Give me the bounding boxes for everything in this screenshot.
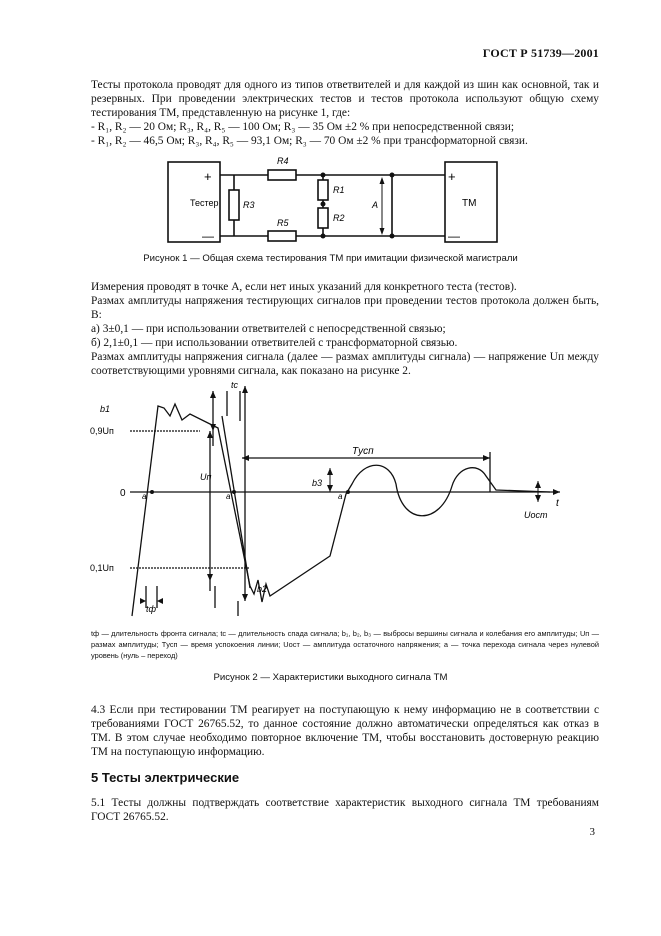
list-item-b: б) 2,1±0,1 — при использовании ответвителей с трансформаторной связью. xyxy=(91,337,458,349)
figure-2-legend: tф — длительность фронта сигнала; tс — длительность спада сигнала; b₁, b₂, b₃ — выбросы вершины сигнала и колебания его амплитуды; Uп — размах амплитуды; Tусп — время успокоения линии; Uост — амплитуда остаточного напряжения; а — точка перехода сигнала через нулевой уровень (нуль – переход) xyxy=(91,629,599,660)
document-header: ГОСТ Р 51739—2001 xyxy=(482,46,599,60)
label-b2: b2 xyxy=(257,584,268,594)
figure-2-signal xyxy=(90,376,570,626)
label-point-a: A xyxy=(372,200,379,210)
label-un: Uп xyxy=(200,472,212,482)
resistor-r5 xyxy=(268,231,296,241)
paragraph-amplitude-definition: Размах амплитуды напряжения сигнала (далее — размах амплитуды сигнала) — напряжение Uп между соответствующими уровнями сигнала, как показано на рисунке 2. xyxy=(91,351,599,377)
clause-4-3-text: 4.3 Если при тестировании ТМ реагирует на поступающую к нему информацию не в соответствии с требованиями ГОСТ 26765.52, то данное состояние должно автоматически определяться как отказ в ТМ. В этом случае необходимо повторное включение ТМ, чтобы восстановить достоверную реакцию ТМ на поступающую информацию. xyxy=(91,704,599,758)
resistor-r1 xyxy=(318,180,328,200)
intro-text xyxy=(91,78,599,148)
intro-paragraph: Тесты протокола проводят для одного из типов ответвителей и для каждой из шин как основной, так и резервных. При проведении электрических тестов и тестов протокола используют общую схему тестирования ТМ, представленную на рисунке 1, где: xyxy=(91,79,599,119)
label-b1: b1 xyxy=(100,404,111,414)
label-t-axis: t xyxy=(556,498,559,509)
label-r4: R4 xyxy=(277,156,289,166)
page-number: 3 xyxy=(589,826,595,838)
label-level-0: 0 xyxy=(120,488,126,499)
label-a-3: a xyxy=(338,492,343,501)
tester-plus: + xyxy=(204,169,212,184)
tm-minus: — xyxy=(448,229,460,243)
label-r2: R2 xyxy=(333,213,345,223)
clause-5-1 xyxy=(91,796,599,824)
label-level-01: 0,1Uп xyxy=(90,563,114,573)
resistor-r2 xyxy=(318,208,328,228)
tester-label: Тестер xyxy=(190,198,219,208)
label-level-09: 0,9Uп xyxy=(90,426,114,436)
intro-bullet-direct: - R₁, R₂ — 20 Ом; R₃, R₄, R₅ — 100 Ом; R₃ — 35 Ом ±2 % при непосредственной связи; xyxy=(91,121,515,133)
paragraph-measurement-point: Измерения проводят в точке А, если нет иных указаний для конкретного теста (тестов). xyxy=(91,281,517,293)
figure-1-caption: Рисунок 1 — Общая схема тестирования ТМ при имитации физической магистрали xyxy=(143,253,518,264)
label-a-1: a xyxy=(142,492,147,501)
list-item-a: а) 3±0,1 — при использовании ответвителей с непосредственной связью; xyxy=(91,323,446,335)
tm-label: ТМ xyxy=(462,198,477,209)
paragraph-amplitude-requirement: Размах амплитуды напряжения тестирующих сигналов при проведении тестов протокола должен быть, В: xyxy=(91,295,599,321)
body-text-2 xyxy=(91,280,599,378)
tm-plus: + xyxy=(448,169,456,184)
label-b3: b3 xyxy=(312,478,323,488)
label-tc: tc xyxy=(231,380,239,390)
figure-1-circuit xyxy=(160,150,505,248)
label-tusp: Tусп xyxy=(352,446,374,457)
label-r5: R5 xyxy=(277,218,289,228)
section-5-title: 5 Тесты электрические xyxy=(91,770,240,785)
clause-4-3 xyxy=(91,703,599,759)
label-uost: Uост xyxy=(524,510,548,520)
figure-2-caption: Рисунок 2 — Характеристики выходного сигнала ТМ xyxy=(213,672,448,683)
tester-minus: — xyxy=(202,229,214,243)
label-r3: R3 xyxy=(243,200,255,210)
label-r1: R1 xyxy=(333,185,345,195)
label-tf: tф xyxy=(146,604,157,614)
resistor-r3 xyxy=(229,190,239,220)
resistor-r4 xyxy=(268,170,296,180)
clause-5-1-text: 5.1 Тесты должны подтверждать соответствие характеристик выходного сигнала ТМ требованиям ГОСТ 26765.52. xyxy=(91,797,599,823)
intro-bullet-transformer: - R₁, R₂ — 46,5 Ом; R₃, R₄, R₅ — 93,1 Ом; R₃ — 70 Ом ±2 % при трансформаторной связи. xyxy=(91,135,528,147)
label-a-2: a xyxy=(226,492,231,501)
